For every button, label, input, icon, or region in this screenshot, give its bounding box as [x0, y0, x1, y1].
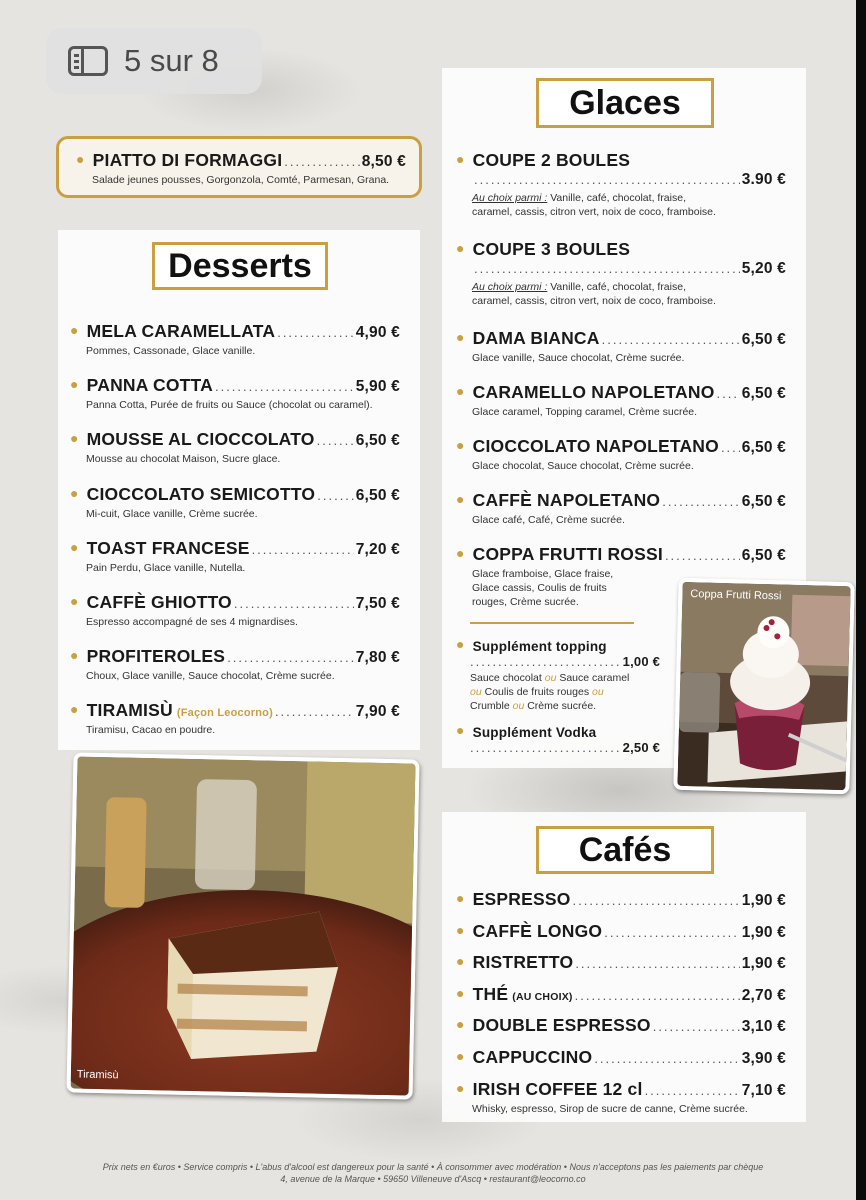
cafe-item: [456, 984, 786, 1005]
dessert-item: [70, 429, 400, 466]
bullet: ●: [70, 538, 79, 555]
item-name: IRISH COFFEE 12 cl: [472, 1078, 643, 1099]
item-name: THÉ: [472, 983, 509, 1004]
bullet: ●: [70, 701, 79, 718]
cafe-item: [456, 1047, 786, 1068]
ice-caffe: ● CAFFÈ NAPOLETANO ..... 6,50 € Glace café, Café, Crème sucrée.: [456, 490, 786, 527]
leader-dots: [474, 172, 740, 187]
bullet: ●: [70, 430, 79, 447]
desserts-title: Desserts: [152, 242, 328, 290]
viewer-edge: [856, 0, 866, 1200]
item-name: PROFITEROLES: [86, 646, 226, 667]
item-desc: Tiramisu, Cacao en poudre.: [86, 724, 216, 737]
item-name: DOUBLE ESPRESSO: [472, 1015, 651, 1036]
item-price: 6,50 €: [741, 493, 786, 510]
item-desc: Glace framboise, Glace fraise, Glace cassis, Coulis de fruits rouges, Crème sucrée.: [472, 568, 614, 608]
item-price: 1,90 €: [741, 923, 786, 941]
item-price: 7,90 €: [355, 703, 400, 721]
item-name: MOUSSE AL CIOCCOLATO: [86, 429, 315, 450]
item-desc: Espresso accompagné de ses 4 mignardises.: [86, 616, 298, 628]
item-price: 1,90 €: [741, 892, 786, 909]
dessert-item: [70, 592, 400, 629]
item-name: DAMA BIANCA: [472, 328, 600, 348]
leader-dots: [665, 548, 740, 563]
photo-caption: Coppa Frutti Rossi: [690, 588, 782, 603]
item-subtitle: (AU CHOIX): [512, 990, 573, 1003]
item-desc: Glace chocolat, Sauce chocolat, Crème sucrée.: [472, 460, 694, 472]
cafes-title: Cafés: [536, 826, 714, 874]
ice-caramello: ● CARAMELLO NAPOLETANO ..... 6,50 € Glace caramel, Topping caramel, Crème sucrée.: [456, 382, 786, 419]
item-desc: Choux, Glace vanille, Sauce chocolat, Crème sucrée.: [86, 670, 335, 683]
item-desc: Pain Perdu, Glace vanille, Nutella.: [86, 561, 246, 574]
ice-coupe-3: [456, 239, 786, 308]
leader-dots: [594, 1051, 739, 1066]
item-name: COPPA FRUTTI ROSSI: [472, 544, 663, 564]
leader-dots: [604, 925, 739, 940]
tiramisu-photo: [66, 752, 419, 1099]
item-desc: Glace vanille, Sauce chocolat, Crème sucrée.: [472, 352, 685, 364]
leader-dots: [317, 433, 354, 448]
leader-dots: [234, 596, 354, 611]
item-name: CARAMELLO NAPOLETANO: [472, 382, 715, 402]
leader-dots: [252, 542, 354, 557]
leader-dots: [602, 332, 740, 347]
item-desc: Mi-cuit, Glace vanille, Crème sucrée.: [86, 507, 258, 520]
bullet: ●: [456, 1048, 465, 1064]
item-price: 3,10 €: [741, 1018, 786, 1036]
footer-legal: Prix nets en €uros • Service compris • L'abus d'alcool est dangereux pour la santé • À consommer avec modération • Nous n'acceptons pas les paiements par chèque: [102, 1162, 764, 1172]
item-price: 7,20 €: [355, 540, 400, 558]
divider: [470, 622, 634, 624]
item-price: 6,50 €: [741, 547, 786, 564]
page-indicator-text: 5 sur 8: [124, 43, 219, 78]
item-desc: Panna Cotta, Purée de fruits ou Sauce (chocolat ou caramel).: [86, 399, 373, 412]
cafe-item: [456, 889, 786, 910]
bullet: ●: [456, 1016, 465, 1033]
leader-dots: [227, 650, 354, 665]
dessert-item: [70, 321, 400, 358]
bullet: ●: [70, 376, 79, 393]
item-price: 6,50 €: [741, 331, 786, 348]
supplement-topping: ● Supplément topping ..... 1,00 € Sauce chocolat ou Sauce caramel ou Coulis de fruits rouges ou Crumble ou Crème sucrée.: [456, 638, 660, 713]
item-price: 6,50 €: [741, 439, 786, 456]
item-price: 1,90 €: [741, 955, 786, 973]
item-name: TIRAMISÙ: [86, 700, 173, 721]
ice-dama-bianca: ● DAMA BIANCA ..... 6,50 € Glace vanille, Sauce chocolat, Crème sucrée.: [456, 328, 786, 365]
item-price: 3.90 €: [741, 171, 786, 188]
supplement-vodka: ● Supplément Vodka ..... 2,50 €: [456, 724, 660, 755]
item-desc: Glace caramel, Topping caramel, Crème sucrée.: [472, 406, 698, 418]
item-desc: Pommes, Cassonade, Glace vanille.: [86, 345, 256, 357]
dessert-item: [70, 700, 400, 737]
item-name: CAFFÈ LONGO: [472, 920, 603, 941]
item-name: CAPPUCCINO: [472, 1047, 593, 1067]
leader-dots: [662, 494, 739, 509]
bullet: ●: [456, 890, 465, 906]
leader-dots: [575, 956, 739, 971]
item-name: PIATTO DI FORMAGGI: [92, 150, 283, 170]
bullet: ●: [70, 647, 79, 664]
item-price: 2,70 €: [741, 986, 786, 1004]
dessert-item: [70, 484, 400, 521]
item-price: 2,50 €: [622, 740, 660, 755]
leader-dots: [645, 1083, 740, 1098]
item-price: 6,50 €: [741, 385, 786, 402]
item-price: 5,90 €: [355, 378, 400, 396]
leader-dots: [575, 988, 740, 1003]
item-name: COUPE 2 BOULES: [472, 150, 631, 170]
bullet: ●: [70, 322, 79, 338]
item-price: 6,50 €: [355, 486, 400, 504]
item-desc: Sauce chocolat ou Sauce caramel ou Coulis de fruits rouges ou Crumble ou Crème sucrée.: [470, 672, 630, 712]
ice-coppa-frutti: ● COPPA FRUTTI ROSSI ..... 6,50 € Glace framboise, Glace fraise, Glace cassis, Coulis de fruits rouges, Crème sucrée.: [456, 544, 786, 609]
item-subtitle: (Façon Leocorno): [176, 707, 273, 720]
item-desc: Salade jeunes pousses, Gorgonzola, Comté, Parmesan, Grana.: [92, 174, 390, 186]
leader-dots: [474, 261, 740, 276]
ice-coupe-2: [456, 150, 786, 219]
cafe-item: [456, 921, 786, 942]
leader-dots: [317, 488, 353, 503]
leader-dots: [573, 893, 740, 908]
item-name: CAFFÈ GHIOTTO: [86, 592, 232, 612]
leader-dots: [721, 440, 740, 455]
page-indicator[interactable]: [46, 28, 262, 94]
leader-dots: [470, 740, 621, 755]
item-name: RISTRETTO: [472, 952, 574, 973]
leader-dots: [277, 325, 354, 340]
item-price: 7,10 €: [741, 1081, 786, 1099]
item-name: TOAST FRANCESE: [86, 537, 250, 558]
item-desc: Au choix parmi : Vanille, café, chocolat, fraise, caramel, cassis, citron vert, noix de coco, framboise.: [472, 192, 716, 218]
item-name: CAFFÈ NAPOLETANO: [472, 490, 661, 510]
item-price: 5,20 €: [741, 260, 786, 277]
item-price: 4,90 €: [355, 324, 400, 341]
tiramisu-image: [70, 756, 419, 1099]
item-price: 3,90 €: [741, 1050, 786, 1067]
footer-address: 4, avenue de la Marque • 59650 Villeneuve d'Ascq • restaurant@leocorno.co: [280, 1174, 586, 1184]
leader-dots: [717, 386, 740, 401]
ice-cioccolato: ● CIOCCOLATO NAPOLETANO ..... 6,50 € Glace chocolat, Sauce chocolat, Crème sucrée.: [456, 436, 786, 473]
sidebar-icon: [68, 46, 108, 76]
item-name: Supplément Vodka: [472, 725, 597, 740]
leader-dots: [275, 704, 354, 719]
item-price: 7,50 €: [355, 595, 400, 612]
item-name: PANNA COTTA: [86, 375, 213, 396]
leader-dots: [653, 1019, 740, 1034]
item-price: 7,80 €: [355, 649, 400, 667]
item-name: CIOCCOLATO NAPOLETANO: [472, 436, 719, 456]
bullet: ●: [456, 1079, 465, 1096]
cafe-item: [456, 1015, 786, 1036]
item-name: COUPE 3 BOULES: [472, 239, 631, 259]
bullet: ●: [70, 484, 79, 501]
leader-dots: [215, 379, 354, 394]
bullet: ●: [456, 953, 465, 970]
item-name: MELA CARAMELLATA: [86, 321, 276, 341]
item-desc: Whisky, espresso, Sirop de sucre de canne, Crème sucrée.: [472, 1102, 748, 1115]
item-price: 6,50 €: [355, 432, 400, 450]
item-name: ESPRESSO: [472, 889, 571, 909]
item-name: CIOCCOLATO SEMICOTTO: [86, 483, 316, 504]
cafe-item: [456, 1079, 786, 1116]
dessert-item: [70, 646, 400, 683]
glaces-title: Glaces: [536, 78, 714, 128]
bullet: ●: [456, 984, 465, 1001]
starter-item: [76, 150, 406, 187]
bullet: ●: [70, 593, 79, 609]
coppa-photo: [673, 578, 854, 795]
bullet: ●: [76, 151, 85, 167]
bullet: ●: [456, 240, 465, 256]
leader-dots: [284, 154, 359, 169]
leader-dots: [470, 654, 621, 669]
cafe-item: [456, 952, 786, 973]
photo-caption: Tiramisù: [76, 1068, 119, 1082]
item-price: 1,00 €: [622, 654, 660, 669]
bullet: ●: [456, 151, 465, 167]
dessert-item: [70, 538, 400, 575]
dessert-item: [70, 375, 400, 412]
item-desc: Au choix parmi : Vanille, café, chocolat, fraise, caramel, cassis, citron vert, noix de coco, framboise.: [472, 281, 716, 307]
item-desc: Mousse au chocolat Maison, Sucre glace.: [86, 453, 281, 466]
coppa-image: [677, 582, 855, 794]
item-name: Supplément topping: [472, 639, 607, 654]
item-price: 8,50 €: [361, 153, 406, 170]
bullet: ●: [456, 921, 465, 938]
item-desc: Glace café, Café, Crème sucrée.: [472, 514, 625, 526]
